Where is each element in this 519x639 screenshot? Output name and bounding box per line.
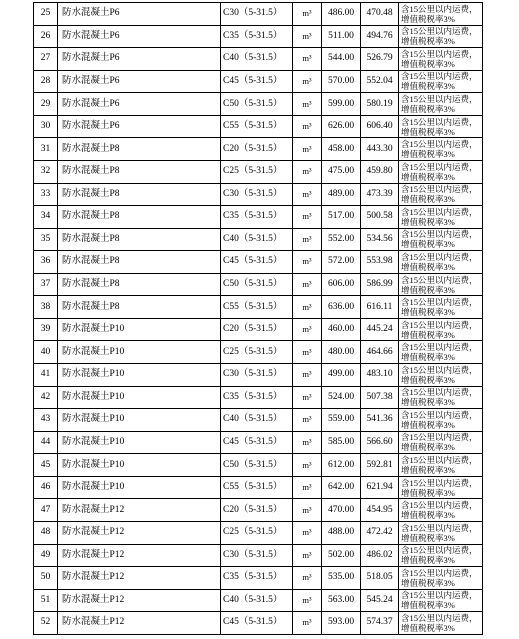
- row-number-cell: 45: [34, 454, 58, 477]
- grade-spec-cell: C55（5-31.5）: [221, 476, 293, 499]
- price-2-cell: 473.39: [361, 183, 399, 206]
- price-2-cell: 545.24: [361, 589, 399, 612]
- table-row: [34, 183, 483, 206]
- remark-line: 增值税税率3%: [401, 171, 455, 182]
- grade-spec-cell: C25（5-31.5）: [221, 521, 293, 544]
- row-number-cell: 33: [34, 183, 58, 206]
- material-name-cell: 防水混凝土P10: [58, 454, 221, 477]
- remark-cell: [399, 499, 483, 522]
- row-number-cell: 31: [34, 138, 58, 161]
- material-name-cell: 防水混凝土P8: [58, 251, 221, 274]
- row-number-cell: 34: [34, 206, 58, 229]
- row-number-cell: 49: [34, 544, 58, 567]
- remark-line: 含15公里以内运费，: [401, 590, 478, 601]
- grade-spec-cell: C45（5-31.5）: [221, 70, 293, 93]
- price-2-cell: 459.80: [361, 160, 399, 183]
- price-1-cell: 488.00: [322, 521, 361, 544]
- table-row: [34, 544, 483, 567]
- grade-spec-cell: C40（5-31.5）: [221, 409, 293, 432]
- grade-spec-cell: C55（5-31.5）: [221, 296, 293, 319]
- material-name-cell: 防水混凝土P8: [58, 160, 221, 183]
- row-number-cell: 48: [34, 521, 58, 544]
- unit-cell: m³: [293, 567, 322, 590]
- price-2-cell: 592.81: [361, 454, 399, 477]
- material-name-cell: 防水混凝土P8: [58, 183, 221, 206]
- table-row: [34, 206, 483, 229]
- material-name-cell: 防水混凝土P6: [58, 70, 221, 93]
- grade-spec-cell: C55（5-31.5）: [221, 115, 293, 138]
- grade-spec-cell: C20（5-31.5）: [221, 318, 293, 341]
- table-row: [34, 115, 483, 138]
- remark-line: 增值税税率3%: [401, 216, 455, 227]
- remark-line: 增值税税率3%: [401, 397, 455, 408]
- price-1-cell: 486.00: [322, 3, 361, 26]
- remark-line: 含15公里以内运费，: [401, 139, 478, 150]
- remark-cell: [399, 431, 483, 454]
- remark-line: 含15公里以内运费，: [401, 567, 478, 578]
- price-1-cell: 585.00: [322, 431, 361, 454]
- remark-cell: [399, 228, 483, 251]
- remark-line: 增值税税率3%: [401, 104, 455, 115]
- remark-line: 增值税税率3%: [401, 419, 455, 430]
- price-2-cell: 445.24: [361, 318, 399, 341]
- remark-line: 增值税税率3%: [401, 600, 455, 611]
- row-number-cell: 32: [34, 160, 58, 183]
- unit-cell: m³: [293, 228, 322, 251]
- table-row: [34, 364, 483, 387]
- grade-spec-cell: C40（5-31.5）: [221, 589, 293, 612]
- price-2-cell: 486.02: [361, 544, 399, 567]
- grade-spec-cell: C30（5-31.5）: [221, 3, 293, 26]
- table-row: [34, 251, 483, 274]
- remark-cell: [399, 454, 483, 477]
- grade-spec-cell: C50（5-31.5）: [221, 273, 293, 296]
- remark-cell: [399, 3, 483, 26]
- remark-line: 增值税税率3%: [401, 555, 455, 566]
- table-row: [34, 318, 483, 341]
- remark-line: 增值税税率3%: [401, 622, 455, 633]
- unit-cell: m³: [293, 612, 322, 635]
- row-number-cell: 42: [34, 386, 58, 409]
- material-name-cell: 防水混凝土P8: [58, 296, 221, 319]
- unit-cell: m³: [293, 364, 322, 387]
- remark-line: 含15公里以内运费，: [401, 545, 478, 556]
- remark-line: 增值税税率3%: [401, 329, 455, 340]
- remark-cell: [399, 567, 483, 590]
- price-1-cell: 563.00: [322, 589, 361, 612]
- price-1-cell: 606.00: [322, 273, 361, 296]
- table-row: [34, 589, 483, 612]
- remark-line: 含15公里以内运费，: [401, 342, 478, 353]
- table-row: [34, 612, 483, 635]
- row-number-cell: 29: [34, 93, 58, 116]
- table-body: [34, 3, 483, 635]
- table-row: [34, 138, 483, 161]
- remark-cell: [399, 476, 483, 499]
- remark-line: 增值税税率3%: [401, 13, 455, 24]
- row-number-cell: 37: [34, 273, 58, 296]
- price-2-cell: 454.95: [361, 499, 399, 522]
- row-number-cell: 41: [34, 364, 58, 387]
- material-name-cell: 防水混凝土P8: [58, 228, 221, 251]
- material-name-cell: 防水混凝土P10: [58, 386, 221, 409]
- price-1-cell: 552.00: [322, 228, 361, 251]
- remark-line: 含15公里以内运费，: [401, 409, 478, 420]
- remark-line: 含15公里以内运费，: [401, 116, 478, 127]
- grade-spec-cell: C30（5-31.5）: [221, 364, 293, 387]
- material-name-cell: 防水混凝土P10: [58, 318, 221, 341]
- remark-line: 增值税税率3%: [401, 442, 455, 453]
- unit-cell: m³: [293, 206, 322, 229]
- remark-line: 含15公里以内运费，: [401, 206, 478, 217]
- remark-line: 含15公里以内运费，: [401, 297, 478, 308]
- material-name-cell: 防水混凝土P8: [58, 138, 221, 161]
- price-2-cell: 566.60: [361, 431, 399, 454]
- price-1-cell: 559.00: [322, 409, 361, 432]
- remark-line: 增值税税率3%: [401, 577, 455, 588]
- price-2-cell: 483.10: [361, 364, 399, 387]
- price-2-cell: 464.66: [361, 341, 399, 364]
- price-1-cell: 475.00: [322, 160, 361, 183]
- remark-line: 增值税税率3%: [401, 487, 455, 498]
- row-number-cell: 30: [34, 115, 58, 138]
- material-name-cell: 防水混凝土P6: [58, 3, 221, 26]
- grade-spec-cell: C45（5-31.5）: [221, 431, 293, 454]
- remark-cell: [399, 25, 483, 48]
- price-1-cell: 642.00: [322, 476, 361, 499]
- remark-line: 含15公里以内运费，: [401, 229, 478, 240]
- material-name-cell: 防水混凝土P8: [58, 273, 221, 296]
- row-number-cell: 43: [34, 409, 58, 432]
- price-2-cell: 621.94: [361, 476, 399, 499]
- unit-cell: m³: [293, 160, 322, 183]
- price-2-cell: 552.04: [361, 70, 399, 93]
- grade-spec-cell: C30（5-31.5）: [221, 183, 293, 206]
- remark-line: 含15公里以内运费，: [401, 455, 478, 466]
- remark-line: 含15公里以内运费，: [401, 161, 478, 172]
- remark-line: 增值税税率3%: [401, 261, 455, 272]
- table-row: [34, 93, 483, 116]
- unit-cell: m³: [293, 454, 322, 477]
- unit-cell: m³: [293, 521, 322, 544]
- unit-cell: m³: [293, 70, 322, 93]
- remark-line: 增值税税率3%: [401, 126, 455, 137]
- price-2-cell: 534.56: [361, 228, 399, 251]
- price-2-cell: 606.40: [361, 115, 399, 138]
- price-1-cell: 460.00: [322, 318, 361, 341]
- table-row: [34, 228, 483, 251]
- row-number-cell: 44: [34, 431, 58, 454]
- unit-cell: m³: [293, 476, 322, 499]
- remark-line: 含15公里以内运费，: [401, 522, 478, 533]
- unit-cell: m³: [293, 499, 322, 522]
- material-name-cell: 防水混凝土P12: [58, 499, 221, 522]
- price-1-cell: 593.00: [322, 612, 361, 635]
- row-number-cell: 36: [34, 251, 58, 274]
- price-1-cell: 524.00: [322, 386, 361, 409]
- remark-cell: [399, 589, 483, 612]
- unit-cell: m³: [293, 386, 322, 409]
- remark-line: 增值税税率3%: [401, 194, 455, 205]
- unit-cell: m³: [293, 544, 322, 567]
- remark-line: 含15公里以内运费，: [401, 251, 478, 262]
- remark-line: 含15公里以内运费，: [401, 319, 478, 330]
- price-2-cell: 443.30: [361, 138, 399, 161]
- price-2-cell: 586.99: [361, 273, 399, 296]
- remark-line: 增值税税率3%: [401, 532, 455, 543]
- price-1-cell: 499.00: [322, 364, 361, 387]
- remark-line: 增值税税率3%: [401, 510, 455, 521]
- material-name-cell: 防水混凝土P6: [58, 25, 221, 48]
- remark-cell: [399, 70, 483, 93]
- row-number-cell: 39: [34, 318, 58, 341]
- material-name-cell: 防水混凝土P8: [58, 206, 221, 229]
- price-1-cell: 489.00: [322, 183, 361, 206]
- remark-cell: [399, 341, 483, 364]
- row-number-cell: 51: [34, 589, 58, 612]
- table-row: [34, 567, 483, 590]
- unit-cell: m³: [293, 409, 322, 432]
- price-2-cell: 518.05: [361, 567, 399, 590]
- remark-line: 含15公里以内运费，: [401, 184, 478, 195]
- remark-line: 含15公里以内运费，: [401, 477, 478, 488]
- remark-line: 含15公里以内运费，: [401, 71, 478, 82]
- remark-cell: [399, 318, 483, 341]
- price-1-cell: 572.00: [322, 251, 361, 274]
- material-name-cell: 防水混凝土P6: [58, 48, 221, 71]
- table-row: [34, 296, 483, 319]
- price-2-cell: 580.19: [361, 93, 399, 116]
- remark-cell: [399, 296, 483, 319]
- remark-line: 增值税税率3%: [401, 239, 455, 250]
- price-2-cell: 616.11: [361, 296, 399, 319]
- grade-spec-cell: C25（5-31.5）: [221, 341, 293, 364]
- unit-cell: m³: [293, 93, 322, 116]
- row-number-cell: 28: [34, 70, 58, 93]
- unit-cell: m³: [293, 183, 322, 206]
- remark-line: 增值税税率3%: [401, 374, 455, 385]
- remark-line: 含15公里以内运费，: [401, 48, 478, 59]
- grade-spec-cell: C45（5-31.5）: [221, 612, 293, 635]
- grade-spec-cell: C25（5-31.5）: [221, 160, 293, 183]
- unit-cell: m³: [293, 431, 322, 454]
- price-1-cell: 612.00: [322, 454, 361, 477]
- unit-cell: m³: [293, 25, 322, 48]
- unit-cell: m³: [293, 296, 322, 319]
- remark-cell: [399, 251, 483, 274]
- table-row: [34, 341, 483, 364]
- material-name-cell: 防水混凝土P10: [58, 341, 221, 364]
- material-name-cell: 防水混凝土P12: [58, 544, 221, 567]
- remark-cell: [399, 521, 483, 544]
- remark-cell: [399, 138, 483, 161]
- price-1-cell: 470.00: [322, 499, 361, 522]
- remark-line: 增值税税率3%: [401, 307, 455, 318]
- price-2-cell: 507.38: [361, 386, 399, 409]
- remark-line: 含15公里以内运费，: [401, 432, 478, 443]
- remark-line: 含15公里以内运费，: [401, 387, 478, 398]
- price-1-cell: 511.00: [322, 25, 361, 48]
- material-name-cell: 防水混凝土P10: [58, 409, 221, 432]
- price-2-cell: 574.37: [361, 612, 399, 635]
- remark-line: 含15公里以内运费，: [401, 612, 478, 623]
- unit-cell: m³: [293, 138, 322, 161]
- row-number-cell: 52: [34, 612, 58, 635]
- remark-line: 含15公里以内运费，: [401, 94, 478, 105]
- remark-cell: [399, 273, 483, 296]
- remark-line: 含15公里以内运费，: [401, 274, 478, 285]
- remark-line: 含15公里以内运费，: [401, 500, 478, 511]
- remark-line: 增值税税率3%: [401, 36, 455, 47]
- table-row: [34, 409, 483, 432]
- row-number-cell: 27: [34, 48, 58, 71]
- grade-spec-cell: C45（5-31.5）: [221, 251, 293, 274]
- material-name-cell: 防水混凝土P10: [58, 431, 221, 454]
- table-row: [34, 499, 483, 522]
- table-row: [34, 431, 483, 454]
- remark-cell: [399, 409, 483, 432]
- unit-cell: m³: [293, 48, 322, 71]
- unit-cell: m³: [293, 318, 322, 341]
- price-2-cell: 541.36: [361, 409, 399, 432]
- price-1-cell: 458.00: [322, 138, 361, 161]
- price-1-cell: 502.00: [322, 544, 361, 567]
- unit-cell: m³: [293, 273, 322, 296]
- row-number-cell: 47: [34, 499, 58, 522]
- material-name-cell: 防水混凝土P10: [58, 476, 221, 499]
- table-row: [34, 25, 483, 48]
- price-1-cell: 517.00: [322, 206, 361, 229]
- price-1-cell: 480.00: [322, 341, 361, 364]
- remark-line: 增值税税率3%: [401, 465, 455, 476]
- grade-spec-cell: C50（5-31.5）: [221, 93, 293, 116]
- unit-cell: m³: [293, 251, 322, 274]
- material-name-cell: 防水混凝土P6: [58, 93, 221, 116]
- material-name-cell: 防水混凝土P10: [58, 364, 221, 387]
- table-row: [34, 386, 483, 409]
- table-row: [34, 521, 483, 544]
- unit-cell: m³: [293, 3, 322, 26]
- table-row: [34, 454, 483, 477]
- unit-cell: m³: [293, 341, 322, 364]
- row-number-cell: 38: [34, 296, 58, 319]
- grade-spec-cell: C40（5-31.5）: [221, 48, 293, 71]
- price-1-cell: 626.00: [322, 115, 361, 138]
- unit-cell: m³: [293, 115, 322, 138]
- table-row: [34, 70, 483, 93]
- remark-line: 增值税税率3%: [401, 284, 455, 295]
- price-2-cell: 494.76: [361, 25, 399, 48]
- price-table: [33, 2, 483, 635]
- remark-line: 含15公里以内运费，: [401, 26, 478, 37]
- price-1-cell: 535.00: [322, 567, 361, 590]
- grade-spec-cell: C50（5-31.5）: [221, 454, 293, 477]
- table-row: [34, 476, 483, 499]
- price-1-cell: 636.00: [322, 296, 361, 319]
- grade-spec-cell: C35（5-31.5）: [221, 567, 293, 590]
- price-1-cell: 599.00: [322, 93, 361, 116]
- price-2-cell: 526.79: [361, 48, 399, 71]
- remark-cell: [399, 115, 483, 138]
- row-number-cell: 46: [34, 476, 58, 499]
- remark-cell: [399, 544, 483, 567]
- remark-line: 含15公里以内运费，: [401, 364, 478, 375]
- remark-cell: [399, 93, 483, 116]
- table-row: [34, 160, 483, 183]
- price-2-cell: 470.48: [361, 3, 399, 26]
- grade-spec-cell: C35（5-31.5）: [221, 206, 293, 229]
- grade-spec-cell: C35（5-31.5）: [221, 25, 293, 48]
- row-number-cell: 25: [34, 3, 58, 26]
- table-row: [34, 3, 483, 26]
- table-row: [34, 273, 483, 296]
- unit-cell: m³: [293, 589, 322, 612]
- remark-cell: [399, 160, 483, 183]
- row-number-cell: 40: [34, 341, 58, 364]
- remark-cell: [399, 206, 483, 229]
- material-name-cell: 防水混凝土P12: [58, 521, 221, 544]
- price-2-cell: 553.98: [361, 251, 399, 274]
- remark-cell: [399, 48, 483, 71]
- material-name-cell: 防水混凝土P12: [58, 612, 221, 635]
- grade-spec-cell: C40（5-31.5）: [221, 228, 293, 251]
- price-2-cell: 472.42: [361, 521, 399, 544]
- remark-cell: [399, 364, 483, 387]
- remark-line: 增值税税率3%: [401, 149, 455, 160]
- material-name-cell: 防水混凝土P6: [58, 115, 221, 138]
- remark-line: 含15公里以内运费，: [401, 3, 478, 14]
- row-number-cell: 50: [34, 567, 58, 590]
- grade-spec-cell: C30（5-31.5）: [221, 544, 293, 567]
- remark-line: 增值税税率3%: [401, 58, 455, 69]
- remark-cell: [399, 612, 483, 635]
- remark-cell: [399, 386, 483, 409]
- material-name-cell: 防水混凝土P12: [58, 589, 221, 612]
- row-number-cell: 26: [34, 25, 58, 48]
- price-1-cell: 570.00: [322, 70, 361, 93]
- table-row: [34, 48, 483, 71]
- remark-line: 增值税税率3%: [401, 81, 455, 92]
- grade-spec-cell: C20（5-31.5）: [221, 499, 293, 522]
- remark-cell: [399, 183, 483, 206]
- material-name-cell: 防水混凝土P12: [58, 567, 221, 590]
- grade-spec-cell: C35（5-31.5）: [221, 386, 293, 409]
- price-2-cell: 500.58: [361, 206, 399, 229]
- grade-spec-cell: C20（5-31.5）: [221, 138, 293, 161]
- row-number-cell: 35: [34, 228, 58, 251]
- remark-line: 增值税税率3%: [401, 352, 455, 363]
- price-1-cell: 544.00: [322, 48, 361, 71]
